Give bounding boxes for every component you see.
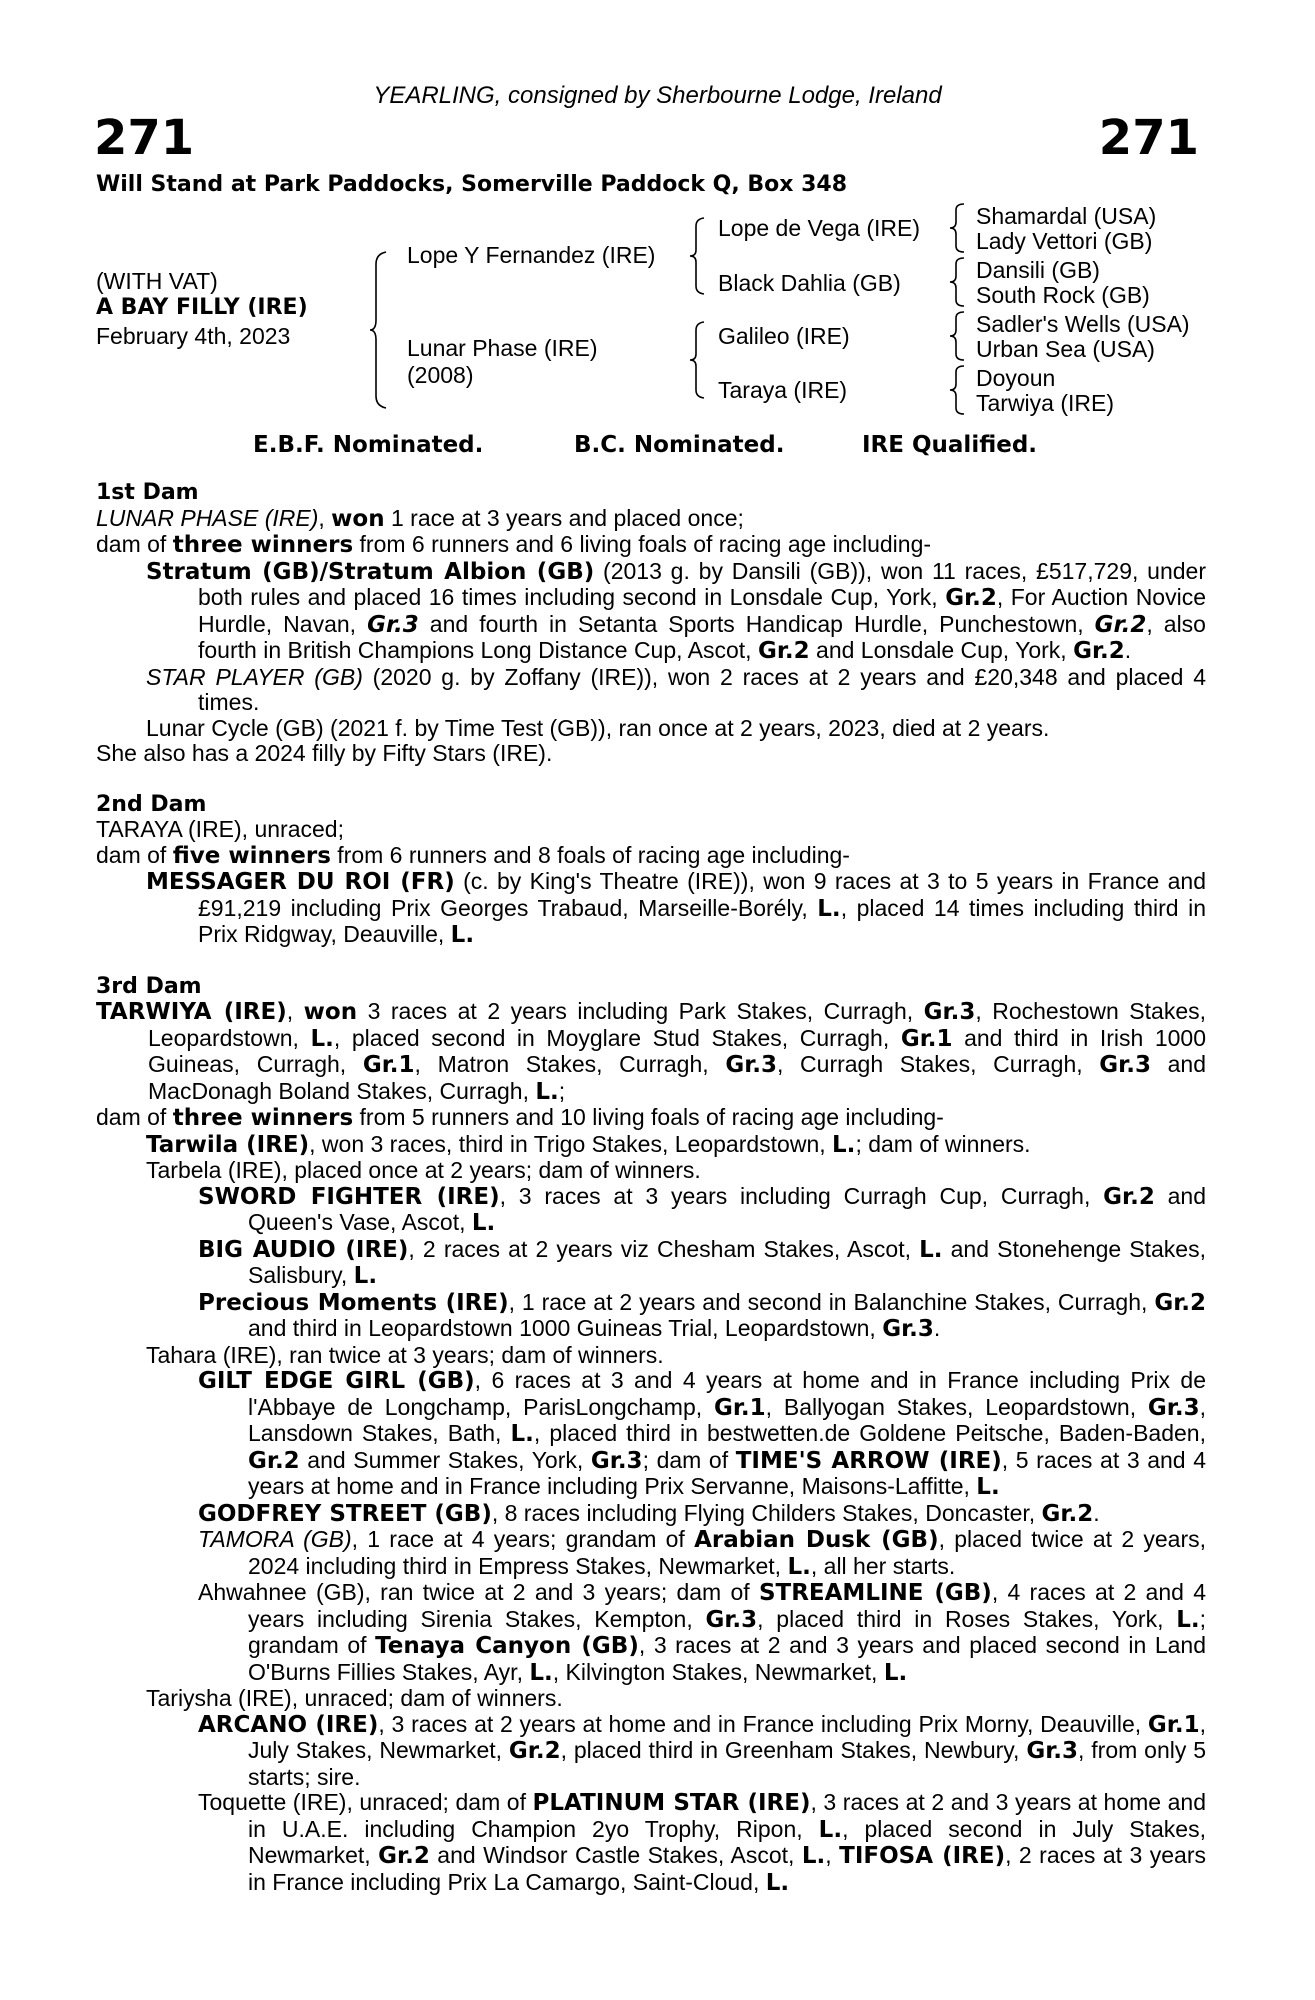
produce-lunar-cycle: Lunar Cycle (GB) (2021 f. by Time Test (GB)), ran once at 2 years, 2023, died at 2 years. (146, 714, 1050, 741)
catalogue-body (96, 480, 1206, 1896)
bracket-g2 (948, 256, 966, 308)
dam: Lunar Phase (IRE) (407, 335, 598, 361)
produce-tamora: TAMORA (GB), 1 race at 4 years; grandam of Arabian Dusk (GB), placed twice at 2 years, 2024 including third in Empress Stakes, Newmarket, L., all her starts. (198, 1526, 1206, 1580)
first-dam-produce-line: dam of three winners from 6 runners and 6 living foals of racing age including- (96, 531, 932, 558)
dam-dam: Taraya (IRE) (718, 377, 848, 403)
vat-label: (WITH VAT) (96, 268, 218, 294)
produce-tariysha: Tariysha (IRE), unraced; dam of winners. (146, 1685, 563, 1711)
qual-ire: IRE Qualified. (862, 432, 1038, 458)
produce-tarwila: Tarwila (IRE), won 3 races, third in Trigo Stakes, Leopardstown, L.; dam of winners. (146, 1130, 1031, 1158)
produce-2024-filly: She also has a 2024 filly by Fifty Stars (IRE). (96, 740, 553, 766)
third-dam-produce-line: dam of three winners from 5 runners and 10 living foals of racing age including- (96, 1104, 944, 1131)
stand-location: Will Stand at Park Paddocks, Somerville Paddock Q, Box 348 (96, 172, 848, 197)
ped-g3: Dansili (GB) (976, 257, 1100, 283)
sire: Lope Y Fernandez (IRE) (407, 242, 656, 268)
ped-g5: Sadler's Wells (USA) (976, 311, 1190, 337)
third-dam-heading: 3rd Dam (96, 973, 202, 999)
lot-number-right: 271 (1098, 110, 1199, 166)
produce-arcano: ARCANO (IRE), 3 races at 2 years at home and in France including Prix Morny, Deauville, Gr.1, July Stakes, Newmarket, Gr.2, placed third in Greenham Stakes, Newbury, Gr.3, from only 5 starts; sire. (198, 1710, 1207, 1790)
ped-g7: Doyoun (976, 365, 1056, 391)
bracket-g1 (948, 202, 966, 254)
produce-messager-du-roi: MESSAGER DU ROI (FR) (c. by King's Theatre (IRE)), won 9 races at 3 to 5 years in France and £91,219 including Prix Georges Trabaud, Marseille-Borély, L., placed 14 times including third in Prix Ridgway, Deauville, L. (146, 868, 1206, 948)
second-dam-heading: 2nd Dam (96, 791, 207, 817)
produce-tarbela: Tarbela (IRE), placed once at 2 years; dam of winners. (146, 1157, 701, 1183)
ped-g8: Tarwiya (IRE) (976, 390, 1115, 416)
produce-precious-moments: Precious Moments (IRE), 1 race at 2 years and second in Balanchine Stakes, Curragh, Gr.2 and third in Leopardstown 1000 Guineas Trial, Leopardstown, Gr.3. (198, 1288, 1206, 1342)
produce-ahwahnee: Ahwahnee (GB), ran twice at 2 and 3 years; dam of STREAMLINE (GB), 4 races at 2 and 4 years including Sirenia Stakes, Kempton, Gr.3, placed third in Roses Stakes, York, L.; grandam of Tenaya Canyon (GB), 3 races at 2 and 3 years and placed second in Land O'Burns Fillies Stakes, Ayr, L., Kilvington Stakes, Newmarket, L. (198, 1579, 1207, 1686)
dam-year: (2008) (407, 362, 474, 388)
bracket-main (368, 250, 390, 410)
sire-dam: Black Dahlia (GB) (718, 270, 901, 296)
second-dam-produce-line: dam of five winners from 6 runners and 8 foals of racing age including- (96, 841, 850, 869)
sire-sire: Lope de Vega (IRE) (718, 215, 921, 241)
foaling-date: February 4th, 2023 (96, 323, 291, 349)
produce-sword-fighter: SWORD FIGHTER (IRE), 3 races at 3 years including Curragh Cup, Curragh, Gr.2 and Queen's Vase, Ascot, L. (198, 1182, 1206, 1236)
ped-g4: South Rock (GB) (976, 282, 1150, 308)
produce-gilt-edge-girl: GILT EDGE GIRL (GB), 6 races at 3 and 4 years at home and in France including Prix de l'Abbaye de Longchamp, ParisLongchamp, Gr.1, Ballyogan Stakes, Leopardstown, Gr.3, Lansdown Stakes, Bath, L., placed third in bestwetten.de Goldene Peitsche, Baden-Baden, Gr.2 and Summer Stakes, York, Gr.3; dam of TIME'S ARROW (IRE), 5 races at 3 and 4 years at home and in France including Prix Servanne, Maisons-Laffitte, L. (198, 1367, 1207, 1500)
qual-bc: B.C. Nominated. (574, 432, 785, 458)
first-dam-heading: 1st Dam (96, 480, 199, 505)
lot-number-left: 271 (94, 110, 195, 166)
produce-toquette: Toquette (IRE), unraced; dam of PLATINUM STAR (IRE), 3 races at 2 and 3 years at home and in U.A.E. including Champion 2yo Trophy, Ripon, L., placed second in July Stakes, Newmarket, Gr.2 and Windsor Castle Stakes, Ascot, L., TIFOSA (IRE), 2 races at 3 years in France including Prix La Camargo, Saint-Cloud, L. (198, 1789, 1207, 1896)
ped-g6: Urban Sea (USA) (976, 336, 1155, 362)
horse-name: A BAY FILLY (IRE) (96, 295, 308, 320)
second-dam-line: TARAYA (IRE), unraced; (96, 816, 344, 842)
consignment-line: YEARLING, consigned by Sherbourne Lodge, Ireland (373, 82, 942, 109)
ped-g2: Lady Vettori (GB) (976, 228, 1153, 254)
qual-ebf: E.B.F. Nominated. (253, 432, 484, 458)
produce-big-audio: BIG AUDIO (IRE), 2 races at 2 years viz Chesham Stakes, Ascot, L. and Stonehenge Stakes, Salisbury, L. (198, 1235, 1206, 1289)
third-dam-line: TARWIYA (IRE), won 3 races at 2 years including Park Stakes, Curragh, Gr.3, Rochestown Stakes, Leopardstown, L., placed second in Moyglare Stud Stakes, Curragh, Gr.1 and third in Irish 1000 Guineas, Curragh, Gr.1, Matron Stakes, Curragh, Gr.3, Curragh Stakes, Curragh, Gr.3 and MacDonagh Boland Stakes, Curragh, L.; (96, 998, 1207, 1105)
produce-godfrey-street: GODFREY STREET (GB), 8 races including Flying Childers Stakes, Doncaster, Gr.2. (198, 1499, 1100, 1527)
produce-star-player: STAR PLAYER (GB) (2020 g. by Zoffany (IRE)), won 2 races at 2 years and £20,348 and placed 4 times. (146, 663, 1206, 715)
bracket-g4 (948, 364, 966, 416)
bracket-g3 (948, 310, 966, 362)
bracket-dam (688, 320, 708, 400)
first-dam-line: LUNAR PHASE (IRE), won 1 race at 3 years and placed once; (96, 504, 744, 532)
bracket-sire (688, 216, 708, 296)
produce-tahara: Tahara (IRE), ran twice at 3 years; dam of winners. (146, 1341, 664, 1368)
produce-stratum: Stratum (GB)/Stratum Albion (GB) (2013 g. by Dansili (GB)), won 11 races, £517,729, under both rules and placed 16 times including second in Lonsdale Cup, York, Gr.2, For Auction Novice Hurdle, Navan, Gr.3 and fourth in Setanta Sports Handicap Hurdle, Punchestown, Gr.2, also fourth in British Champions Long Distance Cup, Ascot, Gr.2 and Lonsdale Cup, York, Gr.2. (146, 557, 1207, 664)
ped-g1: Shamardal (USA) (976, 203, 1157, 229)
dam-sire: Galileo (IRE) (718, 323, 850, 349)
